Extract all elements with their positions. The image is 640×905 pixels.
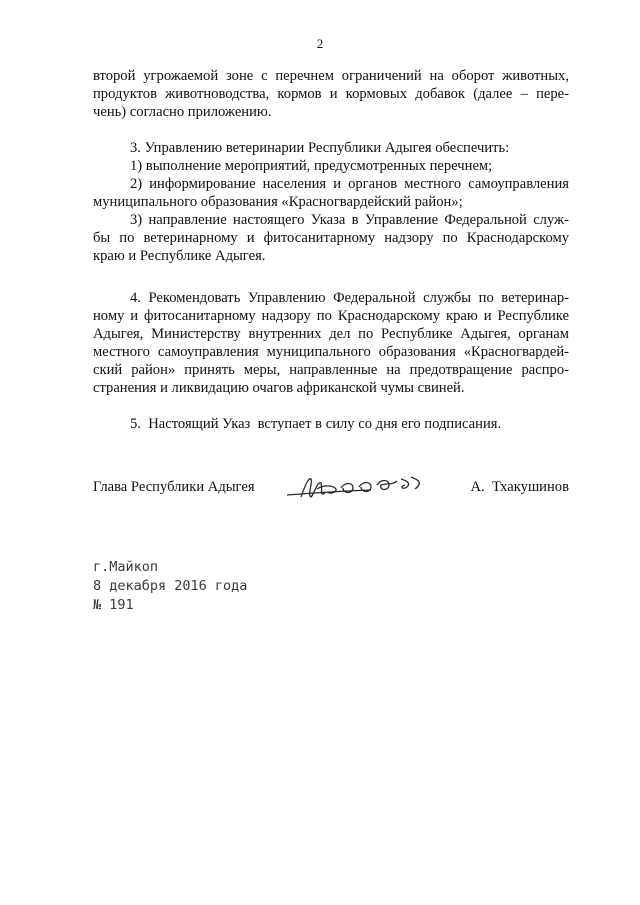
signature-block bbox=[93, 475, 569, 499]
text-line: чень) согласно приложению. bbox=[93, 104, 272, 120]
text-line: 4. Рекомендовать Управлению Федеральной службы по ветеринар- bbox=[130, 290, 569, 306]
text-line: Адыгея, Министерству внутренних дел по Республике Адыгея, органам bbox=[93, 326, 569, 342]
paragraph-5: 5. Настоящий Указ вступает в силу со дня его подписания. bbox=[130, 416, 502, 432]
text-line: муниципального образования «Красногвардейский район»; bbox=[93, 194, 463, 210]
paragraph-3-heading: 3. Управлению ветеринарии Республики Адыгея обеспечить: bbox=[130, 140, 510, 156]
text-line: 2) информирование населения и органов местного самоуправления bbox=[130, 176, 569, 192]
text-line: ному и фитосанитарному надзору по Краснодарскому краю и Республике bbox=[93, 308, 569, 324]
paragraph-3 bbox=[93, 139, 569, 265]
stamp-number: № 191 bbox=[93, 597, 134, 613]
stamp-date: 8 декабря 2016 года bbox=[93, 578, 248, 594]
text-line: бы по ветеринарному и фитосанитарному надзору по Краснодарскому bbox=[93, 230, 569, 246]
signatory-title: Глава Республики Адыгея bbox=[93, 479, 255, 495]
stamp-city: г.Майкоп bbox=[93, 559, 159, 575]
handwritten-signature bbox=[283, 471, 443, 505]
paragraph-2-continuation bbox=[93, 67, 569, 121]
text-line: второй угрожаемой зоне с перечнем ограничений на оборот животных, bbox=[93, 68, 569, 84]
list-item-1: 1) выполнение мероприятий, предусмотренных перечнем; bbox=[130, 158, 493, 174]
signatory-name: А. Тхакушинов bbox=[470, 479, 569, 495]
text-line: краю и Республике Адыгея. bbox=[93, 248, 266, 264]
text-line: 3) направление настоящего Указа в Управление Федеральной служ- bbox=[130, 212, 569, 228]
paragraph-4 bbox=[93, 289, 569, 397]
text-line: продуктов животноводства, кормов и кормовых добавок (далее – пере- bbox=[93, 86, 569, 102]
page-number: 2 bbox=[316, 36, 324, 51]
document-body bbox=[93, 67, 569, 433]
registration-stamp bbox=[93, 558, 247, 615]
text-line: местного самоуправления муниципального образования «Красногвардей- bbox=[93, 344, 569, 360]
text-line: странения и ликвидацию очагов африканской чумы свиней. bbox=[93, 380, 465, 396]
text-line: ский район» принять меры, направленные на предотвращение распро- bbox=[93, 362, 569, 378]
